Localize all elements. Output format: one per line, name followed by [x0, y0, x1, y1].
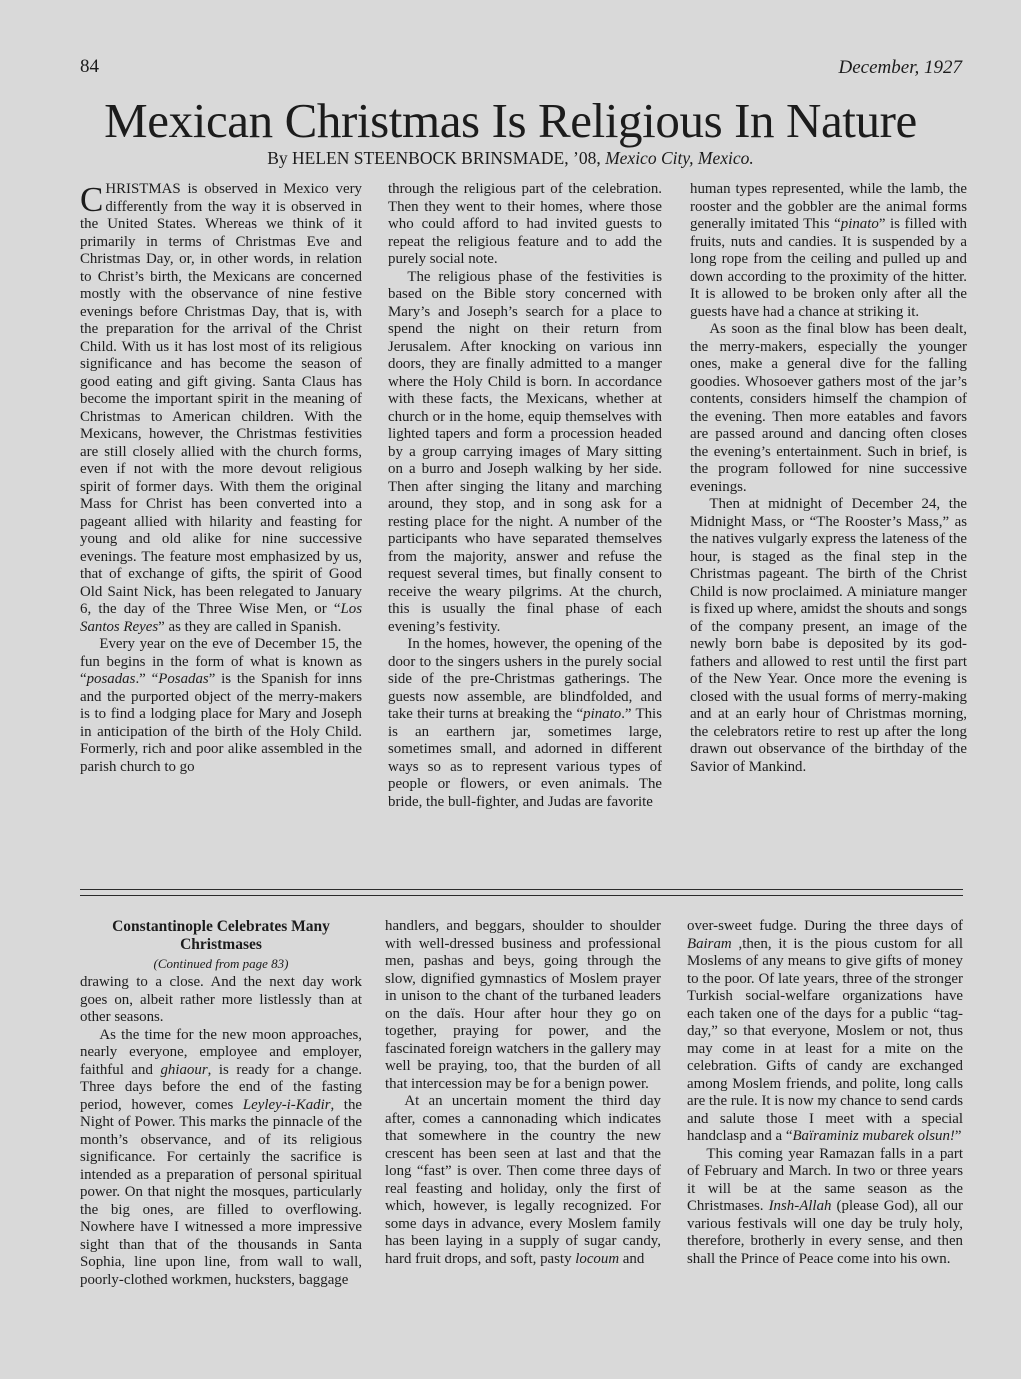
section-divider-top [80, 889, 963, 890]
article-paragraph: The religious phase of the festivities is based on the Bible story concerned with Mary’s and Joseph’s search for a place to spend the night on their return from Jerusalem. After knocking on various inn doors, they are finally admitted to a manger where the Holy Child is born. In accordance with these facts, the Mexicans, whether at church or in the home, equip themselves with lighted tapers and form a procession headed by a group carrying images of Mary sitting on a burro and Joseph walking by her side. Then after singing the litany and marching around, they stop, and in song ask for a resting place for the night. A number of the participants who have separated themselves from the majority, answer and refuse the request several times, but finally consent to receive the weary pilgrims. At the church, this is usually the final phase of each evening’s festivity. [388, 268, 662, 635]
page-number: 84 [80, 56, 99, 77]
byline [0, 148, 1021, 169]
article-column-1 [80, 181, 362, 776]
byline-location: Mexico City, Mexico. [605, 148, 754, 168]
article-title: Mexican Christmas Is Religious In Nature [104, 93, 917, 148]
issue-date: December, 1927 [838, 57, 962, 78]
article-paragraph: human types represented, while the lamb, the rooster and the gobbler are the animal forms generally imitated This “pinato” is filled with fruits, nuts and candies. It is suspended by a long rope from the ceiling and pulled up and down according to the proximity of the hitter. It is allowed to be broken only after all the guests have had a chance at striking it. [690, 181, 967, 320]
article-paragraph: through the religious part of the celebration. Then they went to their homes, where those who could afford to had invited guests to repeat the religious feature and to add the purely social note. [388, 181, 662, 267]
second-article-column-2 [385, 918, 661, 1268]
article-paragraph: drawing to a close. And the next day work goes on, albeit rather more listlessly than at other seasons. [80, 974, 362, 1025]
section-divider-bottom [80, 895, 963, 896]
continued-note: (Continued from page 83) [153, 956, 289, 971]
drop-cap: C [80, 180, 104, 219]
article-paragraph: As soon as the final blow has been dealt, the merry-makers, especially the younger ones, make a general dive for the falling goodies. Whosoever gathers most of the jar’s contents, considers himself the champion of the evening. Then more eatables and favors are passed around and dancing often closes the evening’s entertainment. Such in brief, is the program followed for nine successive evenings. [690, 321, 967, 495]
article-paragraph: Then at midnight of December 24, the Midnight Mass, or “The Rooster’s Mass,” as the natives vulgarly express the lateness of the hour, is staged as the final step in the Christmas pageant. The birth of the Christ Child is now proclaimed. A miniature manger is fixed up where, amidst the shouts and songs of the company present, an image of the newly born babe is deposited by its god-fathers and allowed to rest until the first part of the New Year. Once more the evening is closed with the usual forms of merry-making and at an early hour of Christmas morning, the celebrators retire to rest up after the long drawn out observance of the birthday of the Savior of Mankind. [690, 496, 967, 775]
second-article-column-3 [687, 918, 963, 1268]
article-column-3 [690, 181, 967, 776]
article-paragraph: In the homes, however, the opening of the door to the singers ushers in the purely social side of the pre-Christmas gatherings. The guests now assemble, are blindfolded, and take their turns at breaking the “pinato.” This is an earthern jar, sometimes large, sometimes small, and adorned in different ways so as to represent various types of people or flowers, or even animals. The bride, the bull-fighter, and Judas are favorite [388, 636, 662, 810]
article-paragraph: handlers, and beggars, shoulder to shoulder with well-dressed business and professional men, pashas and beys, going through the slow, dignified gymnastics of Moslem prayer in unison to the chant of the turbaned leaders on the daïs. Hour after hour they go on together, praying for power, and the fascinated foreign watchers in the gallery may well be praying, too, that the burden of all that intercession may be for a benign power. [385, 918, 661, 1092]
article-paragraph: over-sweet fudge. During the three days of Bairam ,then, it is the pious custom for all Moslems of any means to give gifts of money to the poor. Of late years, three of the stronger Turkish social-welfare organizations have each taken one of the days for a public “tag-day,” so that everyone, Moslem or not, thus may come in at least for a mite on the celebration. Gifts of candy are exchanged among Moslem friends, and polite, long calls are the rule. It is now my chance to send cards and salute those I meet with a special handclasp and a “Baïraminiz mubarek olsun!” [687, 918, 963, 1144]
article-paragraph: This coming year Ramazan falls in a part of February and March. In two or three years it will be at the same season as the Christmases. Insh-Allah (please God), all our various festivals will one day be truly holy, therefore, brotherly in every sense, and then shall the Prince of Peace come into his own. [687, 1145, 963, 1267]
article-paragraph: At an uncertain moment the third day after, comes a cannonading which indicates that somewhere in the country the new crescent has been seen at last and that the long “fast” is over. Then come three days of real feasting and holiday, only the first of which, however, is legally recognized. For some days in advance, every Moslem family has been laying in a supply of sugar candy, hard fruit drops, and soft, pasty locoum and [385, 1093, 661, 1267]
second-article-column-1 [80, 918, 362, 1289]
byline-author: By HELEN STEENBOCK BRINSMADE, ’08, [267, 148, 606, 168]
article-column-2 [388, 181, 662, 811]
article-paragraph: As the time for the new moon approaches, nearly everyone, employee and employer, faithful and ghiaour, is ready for a change. Three days before the end of the fasting period, however, comes Leyley-i-Kadir, the Night of Power. This marks the pinnacle of the month’s observance, and of its religious significance. For certainly the sacrifice is intended as a preparation of personal spiritual power. On that night the mosques, particularly the big ones, are filled to overflowing. Nowhere have I witnessed a more impressive sight than that of the thousands in Santa Sophia, line upon line, from wall to wall, poorly-clothed workmen, hucksters, baggage [80, 1026, 362, 1288]
article-paragraph: CHRISTMAS is observed in Mexico very differently from the way it is observed in the United States. Whereas we think of it primarily in terms of Christmas Eve and Christmas Day, or, in other words, in relation to Christ’s birth, the Mexicans are concerned mostly with the observance of nine festive evenings before Christmas Day, that is, with the preparation for the arrival of the Christ Child. With us it has lost most of its religious significance and has become the season of good eating and gift giving. Santa Claus has become the important spirit in the meaning of Christmas to American children. With the Mexicans, however, the Christmas festivities are still closely allied with the church forms, even if not with the more devout religious spirit of former days. With them the original Mass for Christ has been converted into a pageant allied with hilarity and feasting for young and old alike for nine successive evenings. The feature most emphasized by us, that of exchange of gifts, the spirit of Good Old Saint Nick, has been relegated to January 6, the day of the Three Wise Men, or “Los Santos Reyes” as they are called in Spanish. [80, 180, 362, 635]
article-paragraph: Every year on the eve of December 15, the fun begins in the form of what is known as “posadas.” “Posadas” is the Spanish for inns and the purported object of the merry-makers is to find a lodging place for Mary and Joseph in anticipation of the birth of the Holy Child. Formerly, rich and poor alike assembled in the parish church to go [80, 636, 362, 775]
second-article-title: Constantinople Celebrates Many Christmases [112, 918, 330, 953]
